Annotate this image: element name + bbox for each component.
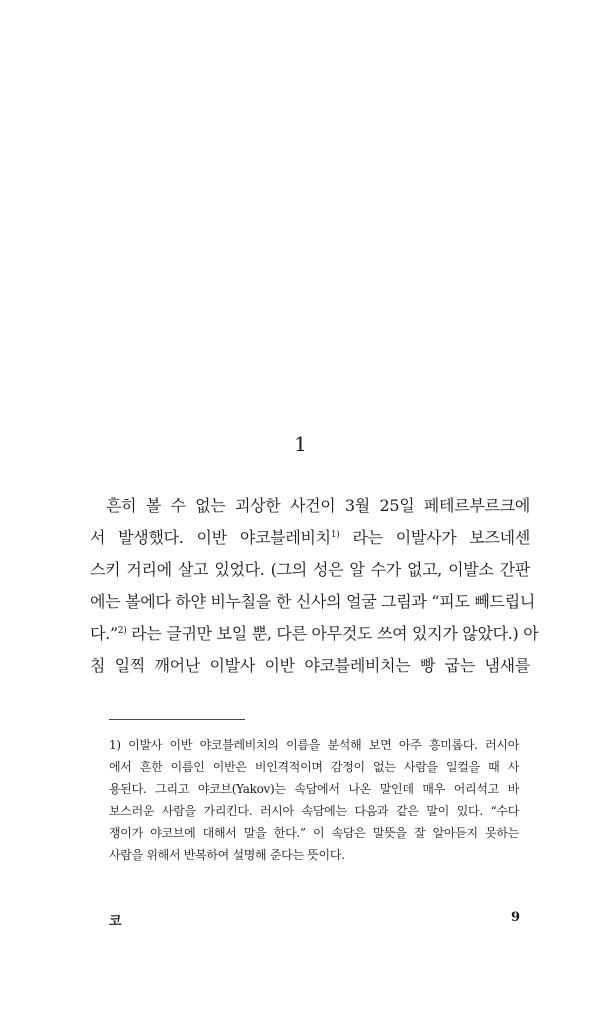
footnote-line-2: 에서 흔한 이름인 이반은 비인격적이며 감정이 없는 사람을 일컬을 때 사 — [109, 760, 519, 774]
footnote-line-1: 1) 이발사 이반 야코블레비치의 이름을 분석해 보면 아주 흥미롭다. 러시아 — [109, 738, 519, 752]
body-line-2 — [90, 522, 530, 554]
body-line-3: 스키 거리에 살고 있었다. (그의 성은 알 수가 없고, 이발소 간판 — [90, 560, 530, 579]
body-line-1: 흔히 볼 수 없는 괴상한 사건이 3월 25일 페테르부르크에 — [106, 496, 530, 515]
footnote-ref-1[interactable]: 1) — [330, 530, 340, 540]
body-line-6: 침 일찍 깨어난 이발사 이반 야코블레비치는 빵 굽는 냄새를 — [90, 656, 530, 675]
footnote-line-3: 용된다. 그리고 야코브(Yakov)는 속담에서 나온 말인데 매우 어리석고 바 — [109, 782, 519, 796]
footnote-divider — [109, 719, 245, 720]
footnote-line-4: 보스러운 사람을 가리킨다. 러시아 속담에는 다음과 같은 말이 있다. “수다 — [109, 804, 519, 818]
body-line-5 — [90, 618, 539, 650]
body-text — [90, 490, 539, 682]
footnote — [109, 734, 519, 866]
body-line-2-text: 서 발생했다. 이반 야코블레비치 — [90, 528, 331, 547]
footnote-line-5: 쟁이가 야코브에 대해서 말을 한다.” 이 속담은 말뜻을 잘 알아듣지 못하는 — [109, 826, 519, 840]
body-line-5-text: 다.” — [90, 624, 118, 643]
footnote-ref-2[interactable]: 2) — [117, 626, 127, 636]
body-line-2-rest: 라는 이발사가 보즈네센 — [339, 528, 530, 547]
body-line-4: 에는 볼에다 하얀 비누칠을 한 신사의 얼굴 그림과 “피도 빼드립니 — [90, 592, 536, 611]
page-number: 9 — [510, 910, 520, 925]
footnote-line-6: 사람을 위해서 반복하여 설명해 준다는 뜻이다. — [109, 848, 345, 862]
running-title: 코 — [109, 914, 122, 929]
chapter-number: 1 — [294, 432, 307, 456]
body-line-5-rest: 라는 글귀만 보일 뿐, 다른 아무것도 쓰여 있지가 않았다.) 아 — [126, 624, 539, 643]
